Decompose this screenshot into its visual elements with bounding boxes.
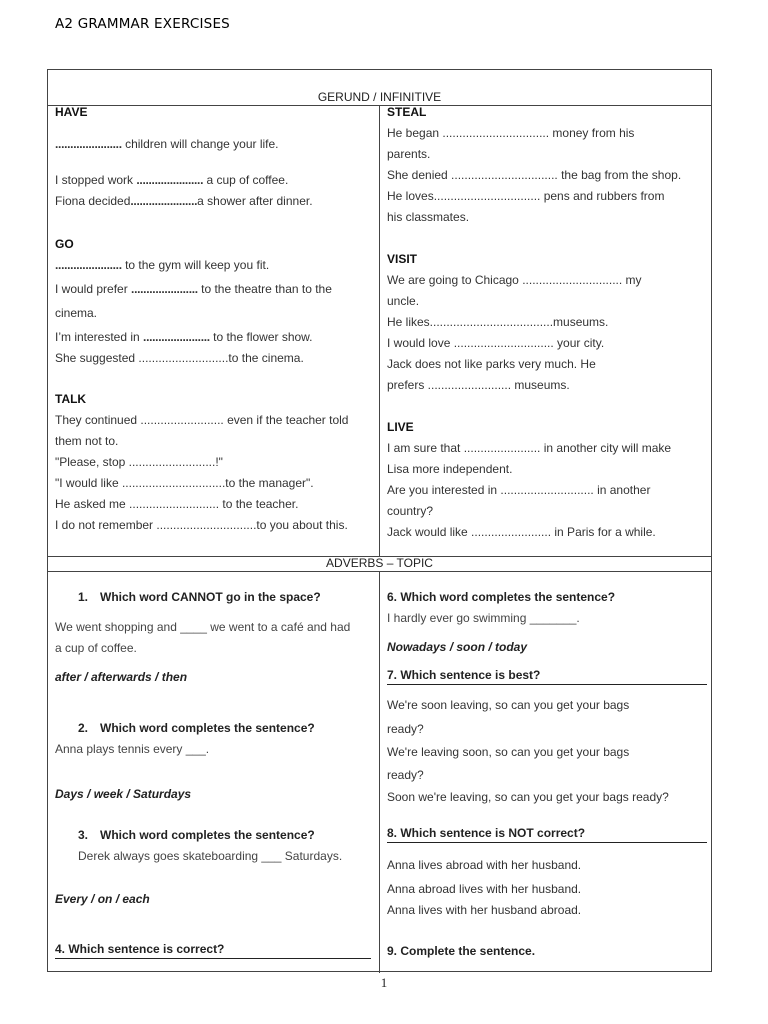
- exercise-table: [47, 69, 712, 972]
- exercise-line: [55, 134, 375, 155]
- exercise-line: I would love .............................. your city.: [387, 336, 605, 350]
- line-text: I stopped work: [55, 173, 137, 187]
- question-sentence: Anna plays tennis every ___.: [55, 742, 210, 756]
- verb-header-go: GO: [55, 237, 74, 251]
- answer-choice: ready?: [387, 768, 424, 782]
- column-divider: [379, 105, 380, 556]
- question-text: Which word CANNOT go in the space?: [100, 590, 321, 604]
- answer-choice: Anna lives with her husband abroad.: [387, 903, 582, 917]
- exercise-line: cinema.: [55, 306, 98, 320]
- exercise-line: She denied ................................ the bag from the shop.: [387, 168, 682, 182]
- answer-choice: Soon we're leaving, so can you get your bags ready?: [387, 790, 669, 804]
- exercise-line: [55, 279, 375, 300]
- line-text: to the flower show.: [209, 330, 313, 344]
- exercise-line: country?: [387, 504, 434, 518]
- blank: ......................: [136, 173, 204, 187]
- blank: ......................: [131, 282, 198, 296]
- verb-header-visit: VISIT: [387, 252, 418, 266]
- exercise-line: He began ................................ money from his: [387, 126, 635, 140]
- answer-choice: We're soon leaving, so can you get your bags: [387, 698, 630, 712]
- verb-header-talk: TALK: [55, 392, 87, 406]
- exercise-line: He asked me ........................... to the teacher.: [55, 497, 299, 511]
- blank: ......................: [130, 194, 198, 208]
- question-8: 8. Which sentence is NOT correct?: [387, 824, 707, 843]
- line-text: I would prefer: [55, 282, 132, 296]
- exercise-line: Are you interested in ............................ in another: [387, 483, 651, 497]
- blank: ......................: [143, 330, 210, 344]
- question-4: 4. Which sentence is correct?: [55, 940, 371, 959]
- question-9: 9. Complete the sentence.: [387, 944, 536, 958]
- exercise-line: I am sure that ....................... in another city will make: [387, 441, 672, 455]
- line-text: a shower after dinner.: [197, 194, 313, 208]
- answer-choice: We're leaving soon, so can you get your bags: [387, 745, 630, 759]
- adverbs-left-column: [55, 587, 375, 959]
- adverbs-right-column: [387, 587, 707, 962]
- exercise-line: prefers ......................... museums.: [387, 378, 570, 392]
- exercise-line: parents.: [387, 147, 431, 161]
- exercise-line: "Please, stop ..........................!": [55, 455, 223, 469]
- question-3: [55, 825, 375, 846]
- line-text: to the theatre than to the: [197, 282, 332, 296]
- question-text: Which word completes the sentence?: [100, 828, 315, 842]
- page-number: 1: [380, 975, 388, 990]
- answer-options: Days / week / Saturdays: [55, 787, 192, 801]
- line-text: children will change your life.: [121, 137, 279, 151]
- verb-header-have: HAVE: [55, 105, 88, 119]
- exercise-line: Jack would like ........................ in Paris for a while.: [387, 525, 656, 539]
- question-text: Which word completes the sentence?: [100, 721, 315, 735]
- exercise-line: [55, 255, 375, 276]
- exercise-line: I do not remember ..............................to you about this.: [55, 518, 348, 532]
- section-heading-gerund: GERUND / INFINITIVE: [317, 90, 442, 104]
- question-number: 1.: [78, 590, 89, 604]
- line-text: I’m interested in: [55, 330, 144, 344]
- answer-options: Nowadays / soon / today: [387, 640, 528, 654]
- exercise-line: [55, 170, 375, 191]
- question-sentence: I hardly ever go swimming _______.: [387, 611, 580, 625]
- question-1: [55, 587, 375, 608]
- exercise-line: They continued ......................... even if the teacher told: [55, 413, 349, 427]
- exercise-line: his classmates.: [387, 210, 470, 224]
- exercise-line: She suggested ...........................to the cinema.: [55, 351, 304, 365]
- gerund-left-column: [55, 102, 375, 536]
- blank: ......................: [55, 137, 122, 151]
- exercise-line: He loves................................ pens and rubbers from: [387, 189, 665, 203]
- verb-header-steal: STEAL: [387, 105, 427, 119]
- document-title: A2 GRAMMAR EXERCISES: [55, 16, 230, 32]
- column-divider: [379, 571, 380, 973]
- line-text: Fiona decided: [55, 194, 131, 208]
- question-7: 7. Which sentence is best?: [387, 666, 707, 685]
- answer-options: after / afterwards / then: [55, 670, 188, 684]
- exercise-line: We are going to Chicago .............................. my: [387, 273, 642, 287]
- answer-choice: Anna abroad lives with her husband.: [387, 882, 582, 896]
- line-text: to the gym will keep you fit.: [121, 258, 270, 272]
- exercise-line: Lisa more independent.: [387, 462, 513, 476]
- answer-choice: ready?: [387, 722, 424, 736]
- exercise-line: [55, 191, 375, 212]
- exercise-line: uncle.: [387, 294, 420, 308]
- blank: ......................: [55, 258, 122, 272]
- question-number: 3.: [78, 828, 89, 842]
- question-sentence: a cup of coffee.: [55, 641, 137, 655]
- question-number: 2.: [78, 721, 89, 735]
- question-6: 6. Which word completes the sentence?: [387, 590, 616, 604]
- section-heading-adverbs: ADVERBS – TOPIC: [326, 556, 433, 570]
- exercise-line: Jack does not like parks very much. He: [387, 357, 596, 371]
- answer-choice: Anna lives abroad with her husband.: [387, 858, 582, 872]
- question-sentence: We went shopping and ____ we went to a café and had: [55, 620, 351, 634]
- question-sentence: Derek always goes skateboarding ___ Saturdays.: [78, 849, 343, 863]
- exercise-line: He likes.....................................museums.: [387, 315, 609, 329]
- exercise-line: "I would like ...............................to the manager".: [55, 476, 314, 490]
- question-2: [55, 718, 375, 739]
- line-text: a cup of coffee.: [203, 173, 289, 187]
- verb-header-live: LIVE: [387, 420, 414, 434]
- exercise-line: them not to.: [55, 434, 119, 448]
- exercise-line: [55, 327, 375, 348]
- answer-options: Every / on / each: [55, 892, 150, 906]
- gerund-right-column: [387, 102, 709, 543]
